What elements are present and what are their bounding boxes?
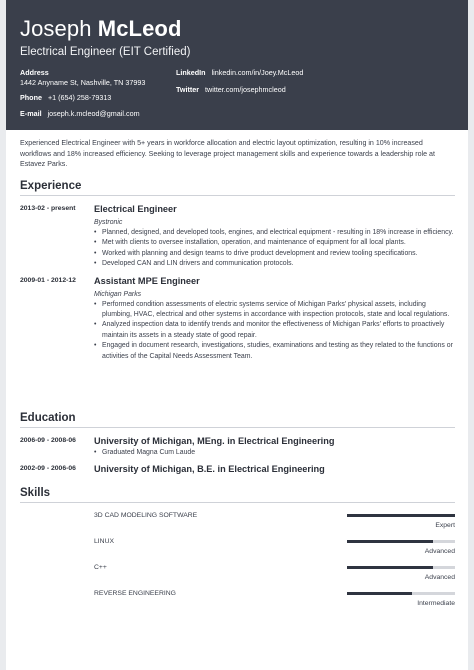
job-bullet: • Worked with planning and design teams to drive product development and review tooling specifications. [94, 249, 455, 259]
contact-left [20, 68, 170, 124]
skill-name: REVERSE ENGINEERING [94, 590, 176, 597]
education-degree: University of Michigan, B.E. in Electrical Engineering [94, 464, 325, 475]
skill-row [20, 538, 455, 564]
linkedin-label: LinkedIn [176, 68, 206, 77]
education-body [94, 436, 455, 458]
skill-row [20, 590, 455, 616]
job-title: Electrical Engineer (EIT Certified) [20, 46, 191, 58]
contact-right [176, 68, 356, 100]
first-name: Joseph [20, 16, 92, 41]
education-degree: University of Michigan, MEng. in Electrical Engineering [94, 436, 335, 446]
resume-header [6, 0, 468, 130]
education-entry [20, 464, 455, 474]
skill-bar-track [347, 566, 455, 569]
job-role: Assistant MPE Engineer [94, 275, 200, 286]
phone-label: Phone [20, 93, 42, 102]
experience-heading: Experience [20, 180, 455, 196]
job-body [94, 276, 455, 362]
skill-bar-fill [347, 540, 433, 543]
summary-text: Experienced Electrical Engineer with 5+ years in workforce allocation and electric layout optimization, resulting in 10% increased workflows and 18% increased efficiency. Seeking to leverage project management skills and experience towards a leadership role at Estavez Parks. [20, 139, 435, 169]
address-label: Address [20, 68, 49, 77]
skill-level: Intermediate [417, 600, 455, 607]
linkedin-link[interactable]: linkedin.com/in/Joey.McLeod [211, 68, 304, 77]
skill-level: Expert [435, 522, 455, 529]
job-body [94, 204, 455, 270]
skill-bar-fill [347, 592, 412, 595]
education-body [94, 464, 455, 474]
education-heading: Education [20, 412, 455, 428]
job-dates: 2013-02 - present [20, 205, 76, 212]
skill-bar-track [347, 540, 455, 543]
candidate-name [20, 16, 454, 42]
address-value: 1442 Anyname St, Nashville, TN 37993 [20, 78, 146, 87]
email-block [20, 109, 170, 119]
education-dates: 2006-09 - 2008-06 [20, 437, 76, 444]
skill-bar-fill [347, 514, 455, 517]
skill-bar-fill [347, 566, 433, 569]
job-bullet: • Engaged in document research, investigations, studies, examinations and testing as they related to the functions or activities of the Capital Needs Assessment Team. [94, 341, 455, 362]
job-bullet: • Developed CAN and LIN drivers and communication protocols. [94, 259, 455, 269]
job-org: Bystronic [94, 219, 123, 226]
address-block [20, 68, 170, 88]
job-bullet: • Met with clients to oversee installation, operation, and maintenance of equipment for all local plants. [94, 238, 455, 248]
skills-section [20, 487, 455, 616]
email-value[interactable]: joseph.k.mcleod@gmail.com [47, 109, 140, 118]
skill-bar-track [347, 592, 455, 595]
job-bullet: • Planned, designed, and developed tools, engines, and electrical equipment - resulting in 18% increase in efficiency. [94, 228, 455, 238]
job-org: Michigan Parks [94, 290, 142, 298]
job-entry [20, 276, 455, 362]
skills-heading: Skills [20, 487, 455, 503]
skills-list [20, 512, 455, 616]
job-bullets [94, 300, 455, 362]
job-bullets [94, 228, 455, 270]
phone-value[interactable]: +1 (654) 258-79313 [47, 93, 112, 102]
education-bullet: • Graduated Magna Cum Laude [94, 448, 455, 458]
twitter-link[interactable]: twitter.com/josephmcleod [205, 85, 286, 94]
education-bullets [94, 448, 455, 458]
skill-name: C++ [94, 564, 107, 571]
skill-name: 3D CAD MODELING SOFTWARE [94, 512, 198, 519]
job-bullet: • Analyzed inspection data to identify trends and monitor the effectiveness of Michigan Parks' efforts to proactively maintain its assets in a steady state of good repair. [94, 320, 455, 341]
phone-block [20, 93, 170, 103]
skill-row [20, 512, 455, 538]
last-name: McLeod [97, 16, 182, 41]
education-entry [20, 436, 455, 458]
skill-bar-track [347, 514, 455, 517]
job-dates: 2009-01 - 2012-12 [20, 276, 76, 284]
twitter-label: Twitter [176, 85, 200, 94]
resume-page [6, 0, 468, 670]
education-dates: 2002-09 - 2006-06 [20, 465, 76, 473]
skill-level: Advanced [424, 548, 455, 555]
job-bullet: • Performed condition assessments of electric systems service of Michigan Parks' physical assets, including plumbing, HVAC, electrical and other systems in accordance with inspection protocols, state and local regulations. [94, 300, 455, 321]
linkedin-block [176, 68, 356, 78]
email-label: E-mail [20, 109, 42, 118]
job-entry [20, 204, 455, 270]
job-role: Electrical Engineer [94, 204, 177, 214]
twitter-block [176, 85, 356, 95]
skill-row [20, 564, 455, 590]
experience-section [20, 180, 455, 362]
education-section [20, 412, 455, 474]
skill-level: Advanced [424, 574, 455, 581]
skill-name: LINUX [94, 538, 115, 545]
